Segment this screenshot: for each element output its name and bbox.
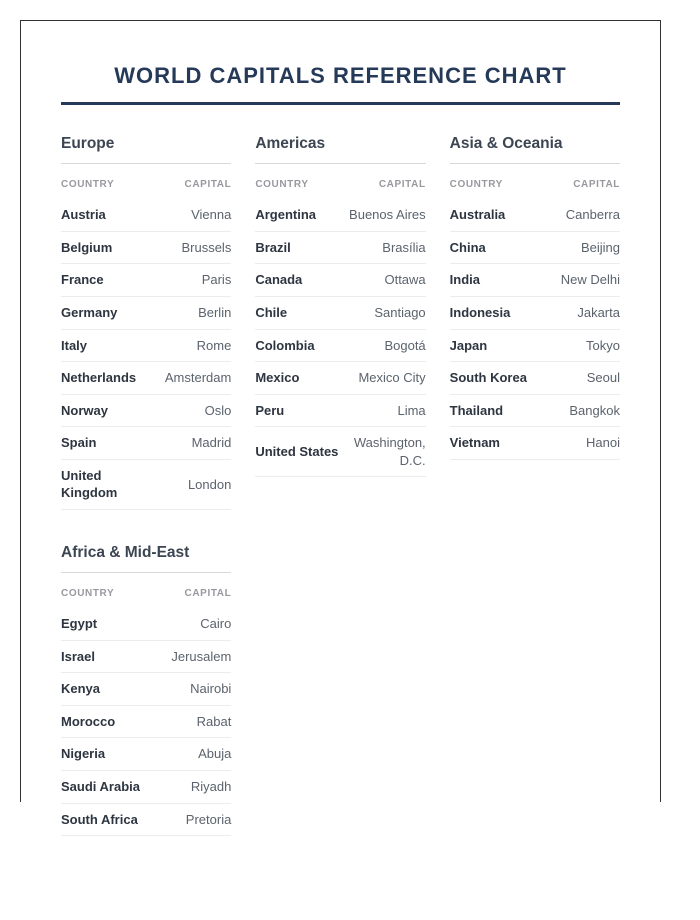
capital-name: Santiago bbox=[374, 305, 426, 321]
country-name: Nigeria bbox=[61, 746, 106, 762]
capital-name: Riyadh bbox=[190, 778, 232, 794]
country-name: Japan bbox=[449, 337, 488, 353]
col-header-country: COUNTRY bbox=[449, 179, 503, 191]
country-name: Brazil bbox=[255, 239, 291, 255]
column-headers bbox=[255, 164, 425, 199]
capital-name: Jakarta bbox=[577, 305, 620, 321]
capital-name: Jerusalem bbox=[171, 648, 232, 664]
country-name: France bbox=[61, 272, 104, 288]
capital-name: Mexico City bbox=[358, 370, 426, 386]
table-row bbox=[255, 395, 425, 428]
section-title: Asia & Oceania bbox=[450, 134, 620, 164]
table-row bbox=[450, 427, 620, 460]
country-name: South Korea bbox=[449, 370, 527, 386]
sections-grid bbox=[21, 134, 660, 836]
country-name: Saudi Arabia bbox=[61, 778, 140, 794]
capital-name: Brussels bbox=[181, 239, 232, 255]
col-header-capital: CAPITAL bbox=[184, 588, 232, 600]
country-name: India bbox=[449, 272, 480, 288]
capitals-section bbox=[61, 134, 231, 510]
table-row bbox=[61, 706, 231, 739]
col-header-country: COUNTRY bbox=[255, 179, 309, 191]
capital-name: Bangkok bbox=[569, 402, 620, 418]
country-name: Mexico bbox=[255, 370, 300, 386]
country-name: Israel bbox=[61, 648, 95, 664]
capital-name: Hanoi bbox=[586, 435, 620, 451]
table-row bbox=[61, 771, 231, 804]
col-header-capital: CAPITAL bbox=[184, 179, 232, 191]
table-row bbox=[255, 199, 425, 232]
capital-name: Rabat bbox=[196, 713, 232, 729]
capital-name: Abuja bbox=[198, 746, 232, 762]
capital-name: Berlin bbox=[198, 305, 232, 321]
country-name: Colombia bbox=[255, 337, 315, 353]
column-headers bbox=[61, 573, 231, 608]
country-name: Morocco bbox=[61, 713, 116, 729]
table-row bbox=[255, 330, 425, 363]
table-row bbox=[450, 232, 620, 265]
capital-name: Ottawa bbox=[384, 272, 426, 288]
table-row bbox=[61, 362, 231, 395]
table-row bbox=[61, 460, 231, 510]
section-title: Africa & Mid-East bbox=[61, 543, 231, 573]
table-row bbox=[255, 232, 425, 265]
table-row bbox=[61, 608, 231, 641]
country-name: China bbox=[449, 239, 486, 255]
country-name: United States bbox=[255, 443, 339, 459]
capital-name: Rome bbox=[196, 337, 232, 353]
col-header-country: COUNTRY bbox=[61, 179, 115, 191]
country-name: Thailand bbox=[449, 402, 504, 418]
column-headers bbox=[61, 164, 231, 199]
capital-name: New Delhi bbox=[560, 272, 620, 288]
capital-name: Amsterdam bbox=[164, 370, 232, 386]
country-name: Kenya bbox=[61, 681, 101, 697]
country-name: Belgium bbox=[61, 239, 113, 255]
table-row bbox=[450, 362, 620, 395]
table-row bbox=[61, 232, 231, 265]
capital-name: Paris bbox=[201, 272, 232, 288]
capital-name: Buenos Aires bbox=[349, 207, 426, 223]
country-name: Norway bbox=[61, 402, 108, 418]
table-row bbox=[255, 427, 425, 477]
table-row bbox=[61, 427, 231, 460]
section-title: Europe bbox=[61, 134, 231, 164]
table-row bbox=[61, 297, 231, 330]
col-header-capital: CAPITAL bbox=[573, 179, 620, 191]
country-name: Indonesia bbox=[449, 305, 511, 321]
capital-name: London bbox=[187, 476, 232, 492]
capital-name: Bogotá bbox=[384, 337, 426, 353]
page-header bbox=[21, 21, 660, 105]
section-rows bbox=[61, 199, 231, 509]
capital-name: Madrid bbox=[191, 435, 232, 451]
section-rows bbox=[450, 199, 620, 459]
capital-name: Beijing bbox=[580, 239, 620, 255]
capital-name: Brasília bbox=[382, 239, 426, 255]
table-row bbox=[61, 673, 231, 706]
country-name: Netherlands bbox=[61, 370, 137, 386]
country-name: Egypt bbox=[61, 616, 98, 632]
capital-name: Lima bbox=[397, 402, 426, 418]
country-name: Germany bbox=[61, 305, 118, 321]
country-name: Austria bbox=[61, 207, 106, 223]
capitals-section bbox=[450, 134, 620, 460]
country-name: Canada bbox=[255, 272, 303, 288]
country-name: Australia bbox=[449, 207, 506, 223]
country-name: United Kingdom bbox=[61, 467, 118, 501]
col-header-country: COUNTRY bbox=[61, 588, 115, 600]
country-name: Peru bbox=[255, 402, 285, 418]
table-row bbox=[255, 362, 425, 395]
capital-name: Canberra bbox=[565, 207, 620, 223]
capitals-section bbox=[61, 543, 231, 836]
section-rows bbox=[61, 608, 231, 836]
section-title: Americas bbox=[255, 134, 425, 164]
table-row bbox=[450, 330, 620, 363]
country-name: Italy bbox=[61, 337, 88, 353]
page-frame bbox=[20, 20, 661, 827]
capital-name: Nairobi bbox=[190, 681, 232, 697]
title-underline bbox=[61, 102, 620, 105]
capital-name: Tokyo bbox=[586, 337, 620, 353]
section-rows bbox=[255, 199, 425, 477]
table-row bbox=[61, 395, 231, 428]
country-name: Chile bbox=[255, 305, 288, 321]
country-name: South Africa bbox=[61, 811, 138, 827]
table-row bbox=[255, 297, 425, 330]
capital-name: Washington, D.C. bbox=[353, 435, 426, 468]
col-header-capital: CAPITAL bbox=[378, 179, 426, 191]
capital-name: Cairo bbox=[200, 616, 232, 632]
table-row bbox=[61, 199, 231, 232]
table-row bbox=[450, 395, 620, 428]
capital-name: Vienna bbox=[191, 207, 232, 223]
capitals-section bbox=[255, 134, 425, 477]
table-row bbox=[450, 297, 620, 330]
capital-name: Oslo bbox=[204, 402, 232, 418]
capital-name: Pretoria bbox=[185, 811, 232, 827]
table-row bbox=[61, 804, 231, 837]
capital-name: Seoul bbox=[586, 370, 620, 386]
country-name: Spain bbox=[61, 435, 97, 451]
table-row bbox=[450, 199, 620, 232]
column-headers bbox=[450, 164, 620, 199]
page-title: WORLD CAPITALS REFERENCE CHART bbox=[114, 63, 567, 88]
table-row bbox=[61, 738, 231, 771]
table-row bbox=[61, 330, 231, 363]
table-row bbox=[450, 264, 620, 297]
country-name: Argentina bbox=[255, 207, 316, 223]
country-name: Vietnam bbox=[449, 435, 500, 451]
table-row bbox=[255, 264, 425, 297]
table-row bbox=[61, 641, 231, 674]
table-row bbox=[61, 264, 231, 297]
